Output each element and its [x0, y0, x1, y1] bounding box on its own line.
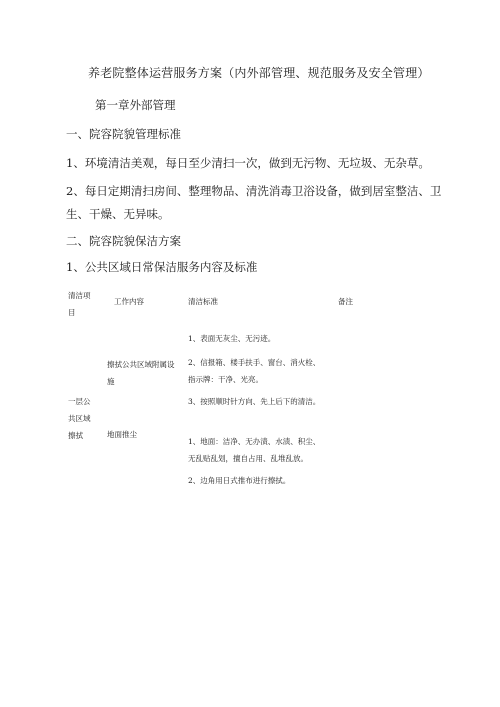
standard-row-2-item-2: 2、边角用日式推布进行擦拭。 — [188, 476, 291, 485]
header-project-line-2: 目 — [68, 308, 76, 317]
content-row-2: 地面推尘 — [107, 430, 137, 439]
standard-row-1-item-2-line-1: 2、信报箱、楼手扶手、窗台、消火栓、 — [188, 358, 321, 367]
content-row-1-line-1: 擦拭公共区域附属设 — [107, 360, 175, 369]
header-standard: 清洁标准 — [188, 297, 218, 306]
document-title: 养老院整体运营服务方案（内外部管理、规范服务及安全管理） — [88, 66, 430, 80]
subsection-heading: 1、公共区域日常保洁服务内容及标准 — [66, 260, 258, 274]
content-row-1-line-2: 施 — [107, 377, 115, 386]
standard-row-1-item-2-line-2: 指示牌：干净、光亮。 — [188, 375, 263, 384]
header-content: 工作内容 — [114, 297, 144, 306]
standard-row-1-item-3: 3、按照顺时针方向、先上后下的清洁。 — [188, 397, 321, 406]
section-heading-1: 一、院容院貌管理标准 — [66, 127, 181, 141]
standard-row-1-item-1: 1、表面无灰尘、无污迹。 — [188, 334, 276, 343]
paragraph-2-line-1: 2、每日定期清扫房间、整理物品、清洗消毒卫浴设备，做到居室整洁、卫 — [66, 184, 442, 198]
chapter-heading: 第一章外部管理 — [95, 98, 176, 112]
section-heading-2: 二、院容院貌保洁方案 — [66, 234, 181, 248]
paragraph-1: 1、环境清洁美观，每日至少清扫一次，做到无污物、无垃圾、无杂草。 — [66, 156, 430, 170]
project-line-3: 擦拭 — [68, 431, 83, 440]
project-line-1: 一层公 — [68, 397, 91, 406]
paragraph-2-line-2: 生、干燥、无异味。 — [66, 207, 170, 221]
project-line-2: 共区域 — [68, 414, 91, 423]
header-remark: 备注 — [338, 297, 353, 306]
standard-row-2-item-1-line-2: 无乱贴乱划，擅自占用、乱堆乱放。 — [188, 454, 308, 463]
standard-row-2-item-1-line-1: 1、地面：洁净、无办渍、水渍、积尘、 — [188, 437, 321, 446]
header-project-line-1: 清洁项 — [68, 291, 91, 300]
